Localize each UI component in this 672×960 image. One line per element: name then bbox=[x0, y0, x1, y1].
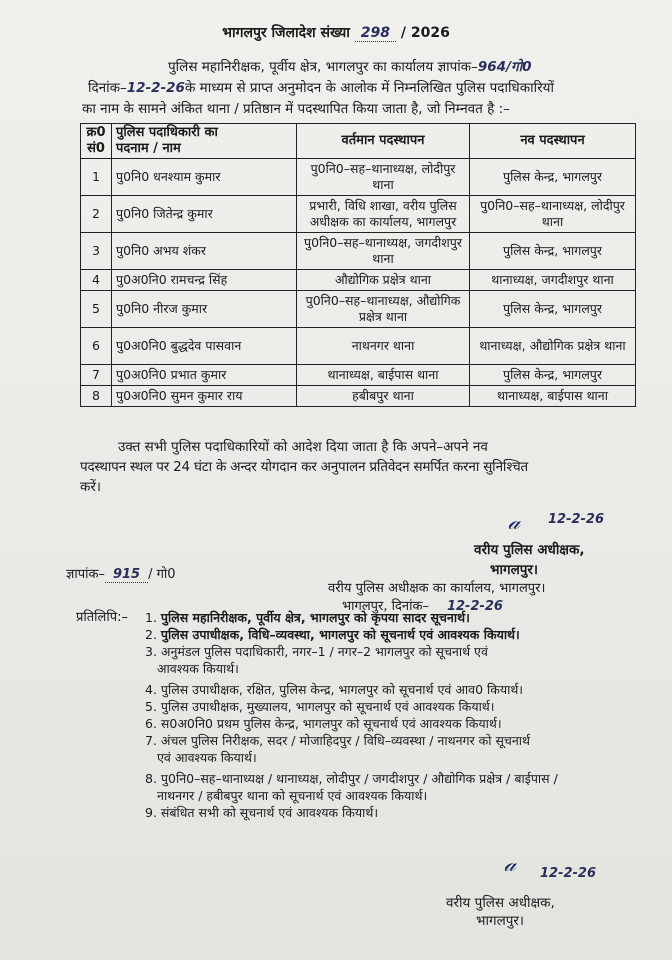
list-item: 4. पुलिस उपाधीक्षक, रक्षित, पुलिस केन्द्र, भागलपुर को सूचनार्थ एवं आव0 कियार्थ। bbox=[145, 682, 524, 697]
table-row: 8 पु0अ0नि0 सुमन कुमार राय हबीबपुर थाना थानाध्यक्ष, बाईपास थाना bbox=[81, 386, 636, 407]
header-officer: पुलिस पदाधिकारी का पदनाम / नाम bbox=[112, 124, 297, 159]
intro-line-2: दिनांक–12-2-26के माध्यम से प्राप्त अनुमोदन के आलोक में निम्नलिखित पुलिस पदाधिकारियों bbox=[88, 80, 554, 96]
signature-1-date: 12-2-26 bbox=[548, 512, 605, 527]
table-row: 7 पु0अ0नि0 प्रभात कुमार थानाध्यक्ष, बाईपास थाना पुलिस केन्द्र, भागलपुर bbox=[81, 365, 636, 386]
cc-label: प्रतिलिपि:– bbox=[76, 610, 128, 625]
list-item: 9. संबंधित सभी को सूचनार्थ एवं आवश्यक कियार्थ। bbox=[145, 805, 379, 820]
order-title bbox=[0, 23, 672, 42]
table-row: 1 पु0नि0 धनश्याम कुमार पु0नि0–सह–थानाध्यक्ष, लोदीपुर थाना पुलिस केन्द्र, भागलपुर bbox=[81, 159, 636, 196]
list-item: 7. अंचल पुलिस निरीक्षक, सदर / मोजाहिदपुर / विधि–व्यवस्था / नाथनगर को सूचनार्थ एवं आवश्यक कियार्थ। bbox=[145, 733, 531, 765]
memo-date: 12-2-26 bbox=[126, 80, 185, 96]
table-row: 5 पु0नि0 नीरज कुमार पु0नि0–सह–थानाध्यक्ष, औद्योगिक प्रक्षेत्र थाना पुलिस केन्द्र, भागलपुर bbox=[81, 291, 636, 328]
signature-2-date: 12-2-26 bbox=[540, 866, 597, 881]
cc-list bbox=[145, 609, 558, 821]
header-current-posting: वर्तमान पदस्थापन bbox=[297, 124, 470, 159]
table-row: 2 पु0नि0 जितेन्द्र कुमार प्रभारी, विधि शाखा, वरीय पुलिस अधीक्षक का कार्यालय, भागलपुर पु0नि0–सह–थानाध्यक्ष, लोदीपुर थाना bbox=[81, 196, 636, 233]
list-item: 8. पु0नि0–सह–थानाध्यक्ष / थानाध्यक्ष, लोदीपुर / जगदीशपुर / औद्योगिक प्रक्षेत्र / बाईपास / नाथनगर / हबीबपुर थाना को सूचनार्थ एवं आवश्यक कियार्थ। bbox=[145, 771, 558, 803]
dispatch-number: 915 bbox=[105, 567, 148, 583]
signature-2-designation: वरीय पुलिस अधीक्षक, bbox=[446, 895, 555, 911]
instruction-line-3: करें। bbox=[80, 479, 102, 495]
memo-number: 964/गो0 bbox=[477, 59, 532, 75]
table-row: 3 पु0नि0 अभय शंकर पु0नि0–सह–थानाध्यक्ष, जगदीशपुर थाना पुलिस केन्द्र, भागलपुर bbox=[81, 233, 636, 270]
instruction-line-1: उक्त सभी पुलिस पदाधिकारियों को आदेश दिया जाता है कि अपने–अपने नव bbox=[118, 439, 488, 455]
list-item: 5. पुलिस उपाधीक्षक, मुख्यालय, भागलपुर को सूचनार्थ एवं आवश्यक कियार्थ। bbox=[145, 699, 495, 714]
list-item: 6. स0अ0नि0 प्रथम पुलिस केन्द्र, भागलपुर को सूचनार्थ एवं आवश्यक कियार्थ। bbox=[145, 716, 502, 731]
order-number: 298 bbox=[355, 25, 396, 42]
signature-2-place: भागलपुर। bbox=[476, 913, 525, 929]
dispatch-number-line: ज्ञापांक– 915 / गो0 bbox=[66, 567, 176, 582]
dispatch-office: वरीय पुलिस अधीक्षक का कार्यालय, भागलपुर। bbox=[328, 581, 546, 596]
signature-1-mark: 𝒶 bbox=[508, 510, 521, 535]
list-item: 2. पुलिस उपाधीक्षक, विधि–व्यवस्था, भागलपुर को सूचनार्थ एवं आवश्यक कियार्थ। bbox=[145, 627, 520, 642]
signature-1-place: भागलपुर। bbox=[490, 562, 539, 578]
dispatch-date: 12-2-26 bbox=[446, 599, 503, 614]
table-row: 4 पु0अ0नि0 रामचन्द्र सिंह औद्योगिक प्रक्षेत्र थाना थानाध्यक्ष, जगदीशपुर थाना bbox=[81, 270, 636, 291]
table-row: 6 पु0अ0नि0 बुद्धदेव पासवान नाथनगर थाना थानाध्यक्ष, औद्योगिक प्रक्षेत्र थाना bbox=[81, 328, 636, 365]
intro-line-1: पुलिस महानिरीक्षक, पूर्वीय क्षेत्र, भागलपुर का कार्यालय ज्ञापांक–964/गो0 bbox=[168, 59, 532, 75]
dispatch-date-line: भागलपुर, दिनांक– 12-2-26 bbox=[342, 599, 503, 614]
posting-table bbox=[80, 123, 636, 407]
signature-2-mark: 𝒶 bbox=[504, 852, 517, 877]
order-title-prefix: भागलपुर जिलादेश संख्या bbox=[222, 25, 350, 41]
header-new-posting: नव पदस्थापन bbox=[470, 124, 636, 159]
signature-1-designation: वरीय पुलिस अधीक्षक, bbox=[474, 542, 585, 558]
list-item: 1. पुलिस महानिरीक्षक, पूर्वीय क्षेत्र, भागलपुर को कृपया सादर सूचनार्थ। bbox=[145, 610, 470, 625]
table-header-row bbox=[81, 124, 636, 159]
order-year: / 2026 bbox=[400, 25, 450, 41]
list-item: 3. अनुमंडल पुलिस पदाधिकारी, नगर–1 / नगर–2 भागलपुर को सूचनार्थ एवं आवश्यक कियार्थ। bbox=[145, 644, 488, 676]
instruction-line-2: पदस्थापन स्थल पर 24 घंटा के अन्दर योगदान कर अनुपालन प्रतिवेदन समर्पित करना सुनिश्चित bbox=[80, 459, 529, 475]
header-serial: क्र0 सं0 bbox=[81, 124, 112, 159]
intro-line-3: का नाम के सामने अंकित थाना / प्रतिष्ठान में पदस्थापित किया जाता है, जो निम्नवत है :– bbox=[82, 101, 510, 117]
